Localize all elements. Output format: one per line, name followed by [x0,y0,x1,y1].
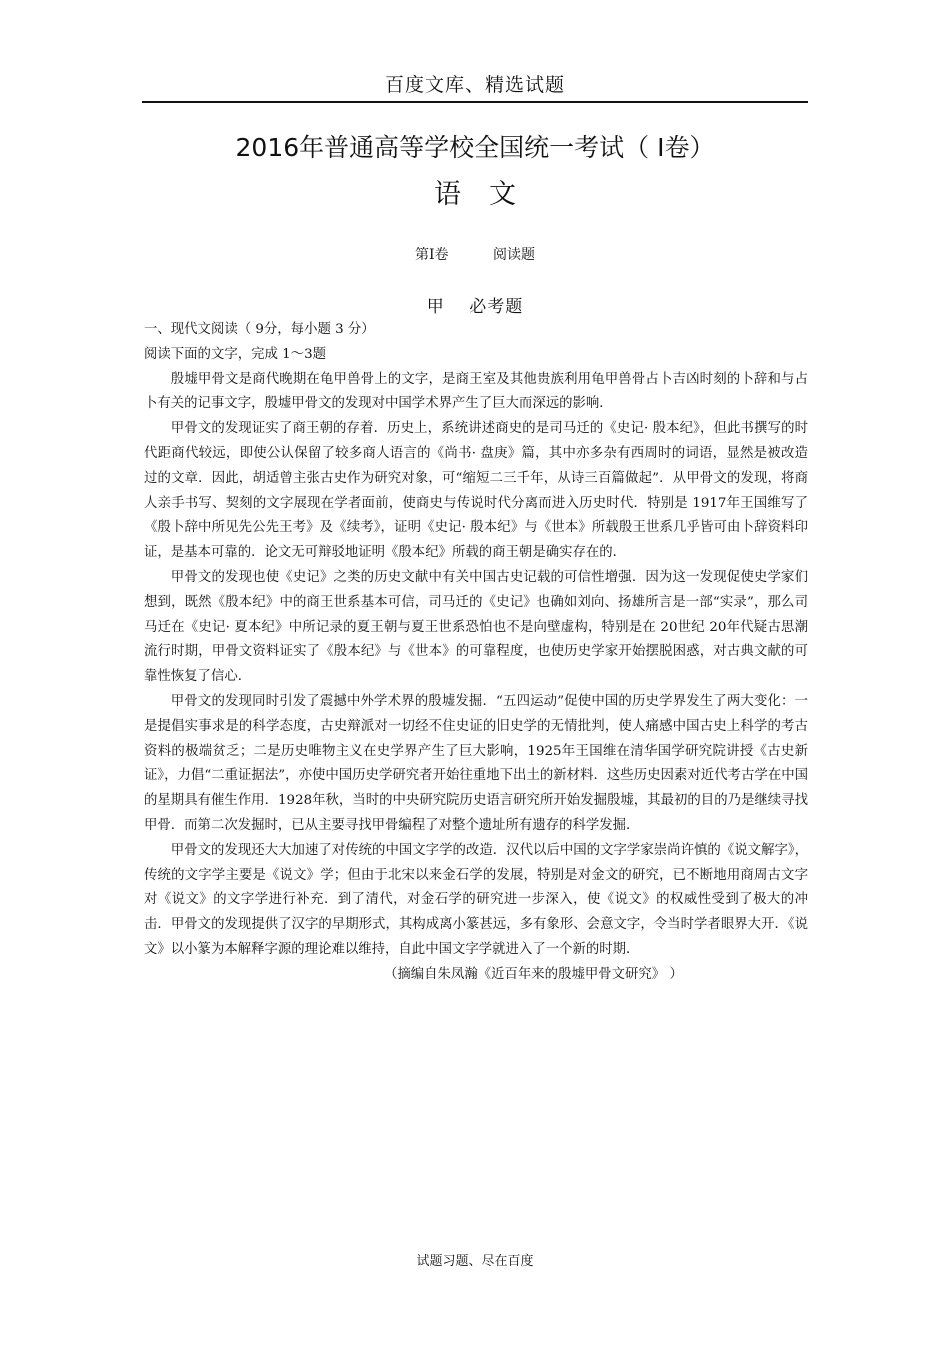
header-title: 百度文库、精选试题 [384,74,565,96]
passage-paragraph-1: 殷墟甲骨文是商代晚期在龟甲兽骨上的文字，是商王室及其他贵族利用龟甲兽骨占卜吉凶时刻的卜辞和与占卜有关的记事文字，殷墟甲骨文的发现对中国学术界产生了巨大而深远的影响． [144,371,808,412]
exam-title: 2016年普通高等学校全国统一考试（ Ⅰ卷） [235,133,715,162]
passage-source: （摘编自朱凤瀚《近百年来的殷墟甲骨文研究》 ） [384,966,683,982]
passage-paragraph-5: 甲骨文的发现还大大加速了对传统的中国文字学的改造．汉代以后中国的文字学家崇尚许慎的《说文解字》，传统的文字学主要是《说文》学；但由于北宋以来金石学的发展，特别是对金文的研究，已不断地用商周古文字对《说文》的文字学进行补充．到了清代，对金石学的研究进一步深入，使《说文》的权威性受到了极大的冲击．甲骨文的发现提供了汉字的早期形式，其构成离小篆甚远，多有象形、会意文字，令当时学者眼界大开．《说文》以小篆为本解释字源的理论难以维持，自此中国文字学就进入了一个新的时期． [144,842,808,957]
subject-title: 语文 [434,179,544,210]
passage-paragraph-2: 甲骨文的发现证实了商王朝的存着．历史上，系统讲述商史的是司马迁的《史记· 殷本纪》，但此书撰写的时代距商代较远，即使公认保留了较多商人语言的《尚书· 盘庚》篇，其中亦多杂有西周时的词语，显然是被改造过的文章．因此，胡适曾主张古史作为研究对象，可“缩短二三千年，从诗三百篇做起”．从甲骨文的发现，将商人亲手书写、契刻的文字展现在学者面前，使商史与传说时代分离而进入历史时代．特别是 1917年王国维写了《殷卜辞中所见先公先王考》及《续考》，证明《史记· 殷本纪》与《世本》所载殷王世系几乎皆可由卜辞资料印证，是基本可靠的．论文无可辩驳地证明《殷本纪》所载的商王朝是确实存在的． [144,421,808,561]
footer-text: 试题习题、尽在百度 [416,1254,534,1269]
question-heading: 一、现代文阅读（ 9分，每小题 3 分） [144,322,375,337]
volume-label: 第Ⅰ卷 阅读题 [415,247,535,263]
passage-paragraph-4: 甲骨文的发现同时引发了震撼中外学术界的殷墟发掘．“五四运动”促使中国的历史学界发生了两大变化：一是提倡实事求是的科学态度，古史辩派对一切经不住史证的旧史学的无情批判，使人痛感中国古史上科学的考古资料的极端贫乏；二是历史唯物主义在史学界产生了巨大影响，1925年王国维在清华国学研究院讲授《古史新证》，力倡“二重证据法”，亦使中国历史学研究者开始往重地下出土的新材料．这些历史因素对近代考古学在中国的星期具有催生作用．1928年秋，当时的中央研究院历史语言研究所开始发掘殷墟，其最初的目的乃是继续寻找甲骨．而第二次发掘时，已从主要寻找甲骨编程了对整个遗址所有遗存的科学发掘． [144,693,808,833]
section-label: 甲 必考题 [426,297,524,317]
main-content [144,318,808,988]
question-instruction: 阅读下面的文字，完成 1～3题 [144,346,326,362]
header-divider [142,101,808,103]
passage-paragraph-3: 甲骨文的发现也使《史记》之类的历史文献中有关中国古史记载的可信性增强．因为这一发现促使史学家们想到，既然《殷本纪》中的商王世系基本可信，司马迁的《史记》也确如刘向、扬雄所言是一部“实录”，那么司马迁在《史记· 夏本纪》中所记录的夏王朝与夏王世系恐怕也不是向壁虚构，特别是在 20世纪 20年代疑古思潮流行时期，甲骨文资料证实了《殷本纪》与《世本》的可靠程度，也使历史学家开始摆脱困惑，对古典文献的可靠性恢复了信心． [144,569,808,685]
